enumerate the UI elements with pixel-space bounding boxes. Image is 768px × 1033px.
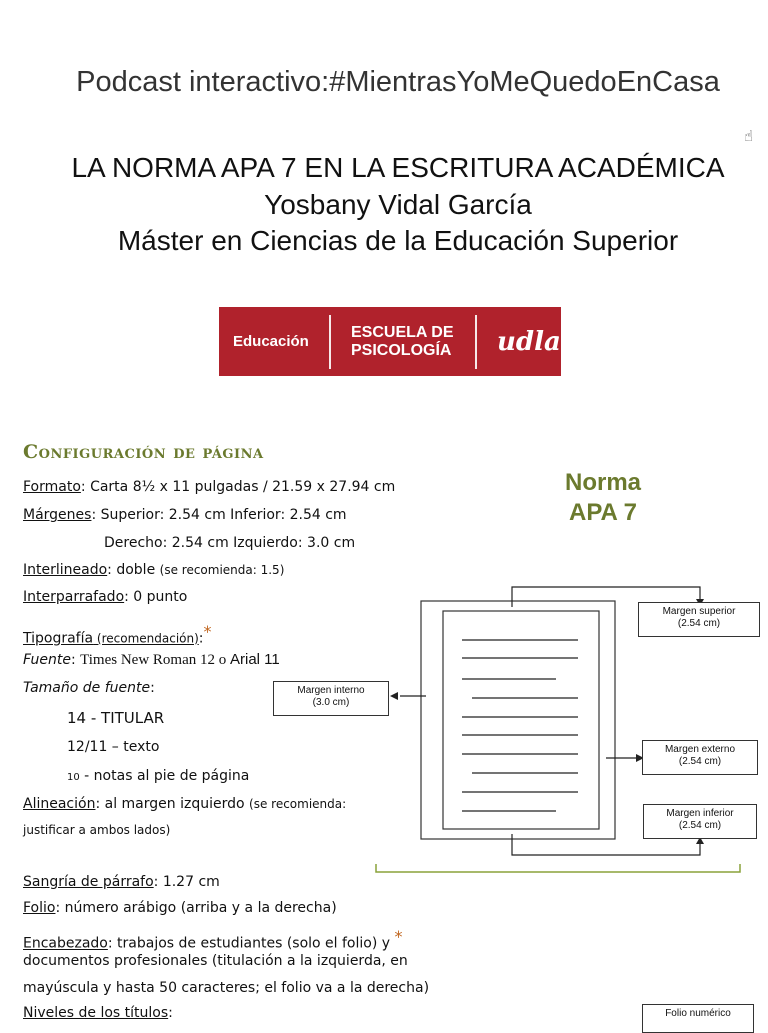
size-10-num: 10: [67, 772, 80, 783]
interlineado-label: Interlineado: [23, 562, 108, 578]
udla-brand-mark: udla: [497, 326, 561, 357]
fuente-row: [23, 651, 280, 669]
encabezado-star: *: [394, 927, 403, 946]
left-arrow-head: [390, 692, 398, 700]
size-14-row: 14 - TITULAR: [67, 709, 165, 727]
formato-value: : Carta 8½ x 11 pulgadas / 21.59 x 27.94 cm: [80, 479, 396, 495]
slide-underline: [376, 864, 740, 872]
logo-school-line1: ESCUELA DE: [351, 323, 454, 341]
margen-inferior-value: (2.54 cm): [678, 820, 722, 831]
fuente-label: Fuente: [23, 652, 71, 668]
interparrafado-row: [23, 589, 187, 605]
inner-text-area: [443, 611, 599, 829]
tipografia-label: Tipografía: [23, 630, 94, 647]
podcast-title: Podcast interactivo:#MientrasYoMeQuedoEnCasa: [76, 66, 720, 98]
margen-externo-box: [642, 740, 758, 775]
tamano-colon: :: [150, 680, 155, 696]
margenes-value: : Superior: 2.54 cm Inferior: 2.54 cm: [91, 507, 347, 523]
author-degree: Máster en Ciencias de la Educación Superior: [117, 225, 679, 256]
logo-divider: [329, 315, 331, 369]
sangria-value: : 1.27 cm: [153, 874, 220, 890]
logo-school-name: [337, 324, 475, 360]
interlineado-note: (se recomienda: 1.5): [159, 563, 285, 577]
formato-label: Formato: [23, 479, 81, 495]
alineacion-row: [23, 796, 346, 812]
margen-interno-box: [273, 681, 389, 716]
tamano-row: [23, 680, 155, 696]
margen-externo-value: (2.54 cm): [678, 756, 722, 767]
size-10-row: [67, 768, 249, 784]
margen-superior-label: Margen superior: [662, 606, 736, 617]
logo-left-text: Educación: [233, 333, 309, 350]
tamano-label: Tamaño de fuente: [23, 680, 151, 696]
logo-divider-2: [475, 315, 477, 369]
author-name: Yosbany Vidal García: [264, 189, 532, 220]
text-lines: [462, 640, 578, 811]
logo-school-line2: PSICOLOGÍA: [351, 341, 452, 359]
encabezado-label: Encabezado: [23, 935, 108, 952]
margen-inferior-box: [643, 804, 757, 839]
fuente-value-serif: Times New Roman 12 o: [80, 652, 230, 668]
norma-line1: Norma: [564, 469, 642, 496]
margen-externo-label: Margen externo: [664, 744, 736, 755]
margen-interno-label: Margen interno: [297, 685, 365, 696]
niveles-row: [23, 1005, 173, 1021]
folio-numerico-label: Folio numérico: [665, 1008, 731, 1019]
alineacion-value: : al margen izquierdo: [95, 796, 250, 812]
fuente-value-arial: Arial 11: [230, 651, 280, 668]
formato-row: [23, 479, 395, 495]
tipografia-note: (recomendación): [93, 631, 199, 646]
margen-superior-value: (2.54 cm): [677, 618, 721, 629]
margenes-row: [23, 507, 347, 523]
encabezado-row-3: mayúscula y hasta 50 caracteres; el folio va a la derecha): [23, 980, 430, 996]
folio-value: : número arábigo (arriba y a la derecha): [55, 900, 337, 916]
sangria-label: Sangría de párrafo: [23, 874, 154, 890]
folio-numerico-box: [642, 1004, 754, 1033]
hand-pointer-icon: ☝: [744, 127, 754, 145]
lecture-title: LA NORMA APA 7 EN LA ESCRITURA ACADÉMICA: [71, 152, 725, 183]
folio-label: Folio: [23, 900, 56, 916]
tipografia-row: [23, 622, 212, 647]
section-title: Configuración de página: [23, 441, 264, 463]
alineacion-note-2: justificar a ambos lados): [23, 823, 171, 837]
tipografia-colon: :: [198, 630, 204, 647]
outer-page: [421, 601, 615, 839]
interparrafado-label: Interparrafado: [23, 589, 125, 605]
alineacion-label: Alineación: [23, 796, 96, 812]
margen-superior-box: [638, 602, 760, 637]
sangria-row: [23, 874, 220, 890]
encabezado-value: : trabajos de estudiantes (solo el folio) y: [107, 935, 395, 952]
margenes-row-2: Derecho: 2.54 cm Izquierdo: 3.0 cm: [104, 535, 356, 551]
margen-inferior-label: Margen inferior: [666, 808, 734, 819]
size-12-row: 12/11 – texto: [67, 739, 160, 755]
interparrafado-value: : 0 punto: [124, 589, 188, 605]
niveles-label: Niveles de los títulos: [23, 1005, 169, 1021]
interlineado-value: : doble: [107, 562, 160, 578]
folio-row: [23, 900, 337, 916]
fuente-colon: :: [70, 652, 81, 668]
tipografia-star: *: [203, 622, 212, 641]
margen-interno-value: (3.0 cm): [312, 697, 350, 708]
alineacion-note: (se recomienda:: [249, 797, 347, 811]
margenes-label: Márgenes: [23, 507, 92, 523]
size-10-text: - notas al pie de página: [79, 768, 250, 784]
udla-logo-banner: [219, 307, 561, 376]
interlineado-row: [23, 562, 284, 578]
norma-line2: APA 7: [568, 499, 637, 526]
encabezado-row: [23, 927, 403, 952]
norma-apa-badge: [530, 468, 676, 528]
encabezado-row-2: documentos profesionales (titulación a la izquierda, en: [23, 953, 408, 969]
niveles-colon: :: [168, 1005, 173, 1021]
